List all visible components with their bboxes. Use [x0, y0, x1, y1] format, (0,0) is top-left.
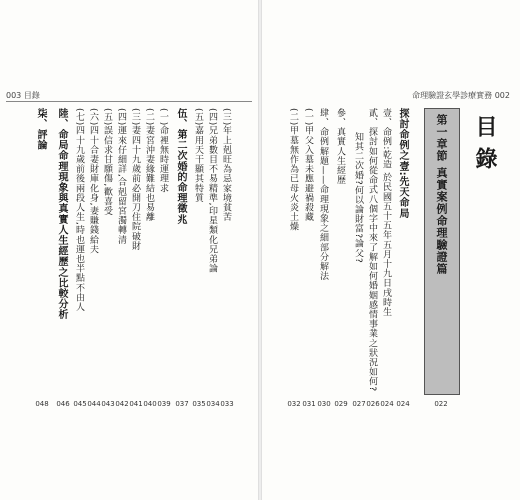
toc-entry: 陸、命局命理現象與真實人生經歷之比較分析	[56, 108, 67, 320]
toc-entry: 壹、命例:乾造 於民國五十五年五月十九日戌時生	[381, 108, 391, 317]
toc-entry: (五)誤信求甘願傷,歡喜受	[102, 108, 112, 216]
toc-entry: 探討命例之壹:先天命局	[397, 108, 408, 219]
left-running-head-label: 目錄	[23, 91, 40, 100]
toc-entry-page: 030	[317, 400, 331, 408]
right-running-head	[412, 90, 510, 101]
toc-entry: (三)年上剋旺為忌家境貧苦	[221, 108, 231, 222]
toc-entry: (五)嘉用天干顯其特質	[193, 108, 203, 203]
left-head-rule	[6, 101, 252, 102]
toc-entry-page: 033	[220, 400, 234, 408]
toc-entry: (四)兄弟數目不易精準,印星類化兄弟論	[207, 108, 217, 274]
left-running-head	[6, 90, 40, 101]
toc-entry-page: 037	[175, 400, 189, 408]
toc-entry-page: 026	[366, 400, 380, 408]
toc-entry-page: 046	[56, 400, 70, 408]
toc-entry: (四)運來仔細詳,合剋留宮濁轉清	[116, 108, 126, 245]
toc-entry: (二)妻宮沖妻緣難結也易離	[144, 108, 154, 222]
toc-entry-page: 042	[115, 400, 129, 408]
toc-entry: 貳、探討如何從命式八個字中來了解如何婚姻感情事業之狀況如何?	[367, 108, 377, 392]
toc-entry-page: 027	[352, 400, 366, 408]
toc-entry-page: 032	[287, 400, 301, 408]
toc-entry: 柒、評論	[35, 108, 46, 151]
toc-entry-page: 041	[129, 400, 143, 408]
toc-entry-page: 031	[302, 400, 316, 408]
toc-entry: (一)甲父入墓未應避禍殺藏	[303, 108, 313, 222]
chapter-page-number: 022	[434, 400, 448, 408]
chapter-title: 第一章節 真實案例命理驗證篇	[435, 114, 448, 275]
right-running-head-title: 命理驗證玄學診療實務	[412, 91, 493, 100]
toc-entry-page: 043	[101, 400, 115, 408]
toc-heading: 目錄	[472, 115, 497, 179]
toc-entry: 肆、命例解題——命理現象之細部分解法	[318, 108, 328, 281]
toc-entry: (二)甲墓無作為已母火炎土燥	[288, 108, 298, 232]
toc-entry: 知其二次婚?何以論財富?論父?	[353, 132, 363, 264]
toc-entry-page: 048	[35, 400, 49, 408]
toc-entry-page: 024	[396, 400, 410, 408]
toc-entry-page: 034	[206, 400, 220, 408]
toc-entry: (六)四十合妻財庫化身,妻賺錢給夫	[88, 108, 98, 255]
toc-entry: (一)命裡無時運理求	[158, 108, 168, 194]
toc-entry-page: 044	[87, 400, 101, 408]
right-page-number: 002	[494, 91, 510, 100]
toc-entry-page: 035	[192, 400, 206, 408]
toc-entry-page: 039	[157, 400, 171, 408]
toc-entry: (三)妻四十九歲前必開刀住院破財	[130, 108, 140, 251]
toc-entry-page: 029	[334, 400, 348, 408]
toc-entry: (七)四十九歲前後兩段人生,時也運也半點不由人	[74, 108, 84, 312]
left-page-number: 003	[6, 91, 22, 100]
toc-entry-page: 040	[143, 400, 157, 408]
toc-entry: 參、真實人生經歷	[335, 108, 345, 185]
toc-entry: 伍、第二次婚的命理徵兆	[175, 108, 186, 225]
toc-entry-page: 024	[380, 400, 394, 408]
toc-entry-page: 045	[73, 400, 87, 408]
